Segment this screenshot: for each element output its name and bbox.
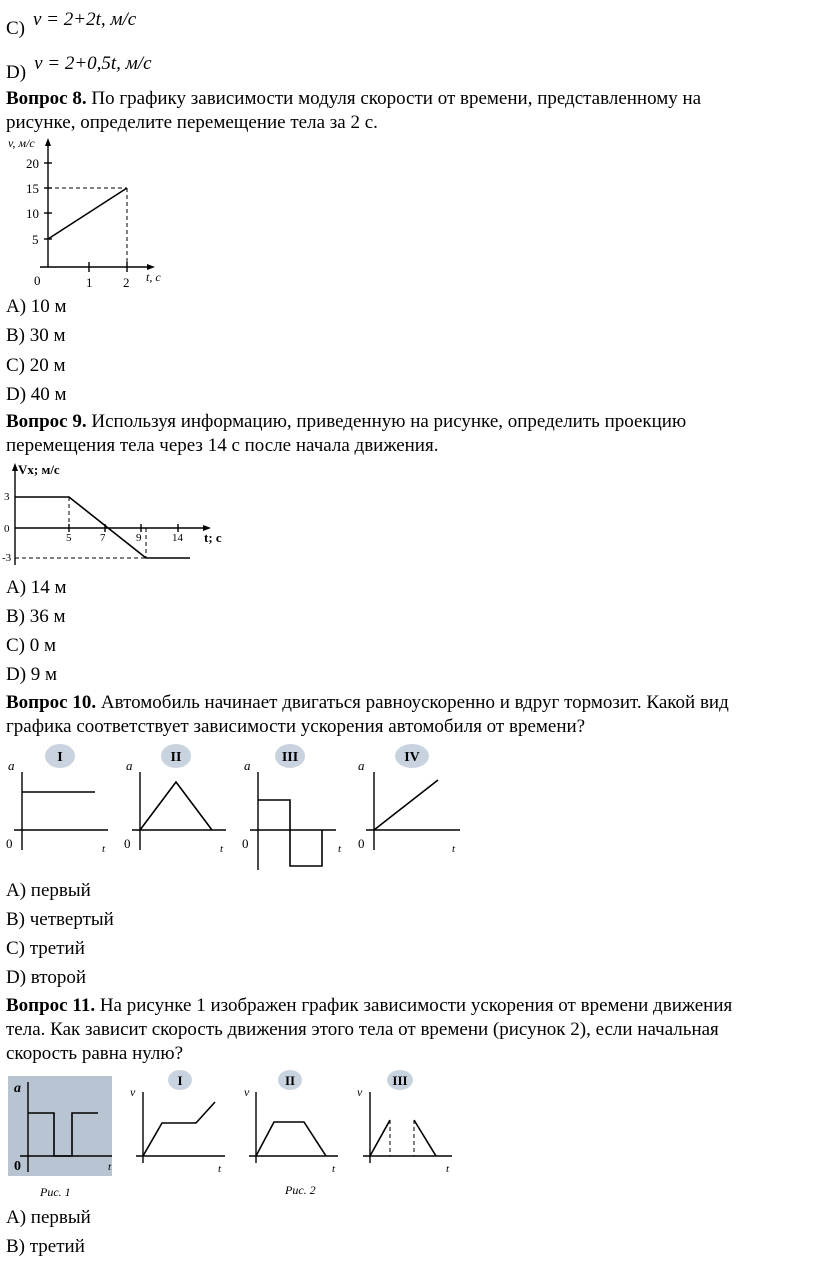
q11-fig2-graph-2 <box>244 1070 338 1197</box>
q8-text1: По графику зависимости модуля скорости от времени, представленному на <box>86 88 702 109</box>
q11-roman-3: III <box>392 1073 408 1088</box>
q11-text-line3 <box>6 1043 183 1065</box>
q11-text2: тела. Как зависит скорость движения этого тела от времени (рисунок 2), если начальная <box>6 1019 719 1040</box>
q10-graph-1 <box>6 744 108 855</box>
q8-xtick-label: 2 <box>123 275 130 290</box>
option-d-formula: v = 2+0,5t, м/с <box>34 53 152 74</box>
q9-ytick-label: 3 <box>4 491 10 503</box>
q10-text2: графика соответствует зависимости ускорения автомобиля от времени? <box>6 716 586 737</box>
q11-label: Вопрос 11. <box>6 995 96 1016</box>
q9-text1: Используя информацию, приведенную на рисунке, определить проекцию <box>86 411 687 432</box>
option-c-row <box>6 9 137 40</box>
q8-text-line1 <box>6 88 701 110</box>
q9-answer-d[interactable]: D) 9 м <box>6 664 58 685</box>
q11-fig2-xlabel-3: t <box>446 1163 450 1175</box>
q8-label: Вопрос 8. <box>6 88 87 109</box>
q11-fig2-xlabel-1: t <box>218 1163 222 1175</box>
q11-fig2-xlabel-2: t <box>332 1163 336 1175</box>
q9-ytick-label: -3 <box>2 552 12 564</box>
q9-ytick-label: 0 <box>4 523 10 535</box>
q10-ylabel-3: a <box>244 758 251 773</box>
q11-fig1-background <box>8 1076 112 1176</box>
q10-origin-4: 0 <box>358 836 365 851</box>
q9-answer-c[interactable]: C) 0 м <box>6 635 57 656</box>
q10-roman-3: III <box>281 750 299 765</box>
q8-ylabel: v, м/с <box>8 136 35 150</box>
q11-text-line1 <box>6 995 732 1017</box>
q9-text-line2 <box>6 435 438 457</box>
q9-text-line1 <box>6 411 686 433</box>
q10-ylabel-4: a <box>358 758 365 773</box>
q11-answer-a[interactable]: A) первый <box>6 1207 91 1228</box>
q8-graph <box>0 135 180 295</box>
q10-graphs <box>0 742 480 874</box>
q10-plot-3 <box>258 800 322 866</box>
q10-graph-3 <box>242 744 342 870</box>
q10-answer-a[interactable]: A) первый <box>6 880 91 901</box>
option-d-letter: D) <box>6 62 27 83</box>
q11-fig1-origin: 0 <box>14 1159 21 1174</box>
q10-xlabel-3: t <box>338 843 342 855</box>
q10-roman-1: I <box>57 750 63 765</box>
q10-origin-3: 0 <box>242 836 249 851</box>
q11-fig2-plot-2 <box>256 1122 326 1156</box>
q9-xtick-label: 14 <box>172 532 183 544</box>
q11-graphs <box>0 1068 480 1203</box>
q11-text1: На рисунке 1 изображен график зависимости ускорения от времени движения <box>95 995 733 1016</box>
q9-answer-b[interactable]: B) 36 м <box>6 606 66 627</box>
q10-text-line1 <box>6 692 729 714</box>
q9-answer-a[interactable]: A) 14 м <box>6 577 67 598</box>
q11-fig1-caption: Рис. 1 <box>40 1185 71 1199</box>
q11-fig1-ylabel: a <box>14 1081 21 1096</box>
q8-xlabel: t, с <box>146 270 161 284</box>
q11-roman-1: I <box>177 1073 183 1088</box>
q8-ytick-label: 5 <box>32 232 39 247</box>
q10-origin-1: 0 <box>6 836 13 851</box>
q11-answer-b[interactable]: B) третий <box>6 1236 85 1257</box>
q8-velocity-line <box>48 188 127 239</box>
q9-ylabel: Vx; м/с <box>18 462 60 477</box>
q11-fig2-plot-1 <box>143 1102 215 1156</box>
q10-text1: Автомобиль начинает двигаться равноускоренно и вдруг тормозит. Какой вид <box>96 692 729 713</box>
q8-text-line2 <box>6 112 378 134</box>
q8-xtick-label: 1 <box>86 275 93 290</box>
q10-answer-c[interactable]: C) третий <box>6 938 85 959</box>
q8-xtick-label: 0 <box>34 273 41 288</box>
q11-fig2-plot-3a <box>370 1120 390 1156</box>
q8-answer-a[interactable]: A) 10 м <box>6 296 67 317</box>
q8-text2: рисунке, определите перемещение тела за 2 с. <box>6 112 378 133</box>
q10-label: Вопрос 10. <box>6 692 97 713</box>
q8-ytick-label: 20 <box>26 156 39 171</box>
q10-xlabel-4: t <box>452 843 456 855</box>
q8-y-arrow <box>45 138 51 146</box>
q10-text-line2 <box>6 716 585 738</box>
q10-xlabel-2: t <box>220 843 224 855</box>
q10-origin-2: 0 <box>124 836 131 851</box>
q10-answer-b[interactable]: B) четвертый <box>6 909 114 930</box>
q11-roman-2: II <box>284 1073 296 1088</box>
q11-fig2-caption: Рис. 2 <box>285 1183 316 1197</box>
q10-graph-4 <box>358 744 460 855</box>
option-c-letter: C) <box>6 18 25 39</box>
q9-label: Вопрос 9. <box>6 411 87 432</box>
q8-answer-b[interactable]: B) 30 м <box>6 325 66 346</box>
q8-answer-c[interactable]: C) 20 м <box>6 355 66 376</box>
q11-fig1-xlabel: t <box>108 1161 112 1173</box>
q8-ytick-label: 10 <box>26 206 39 221</box>
q10-ylabel-1: a <box>8 758 15 773</box>
q9-xlabel: t; с <box>204 530 222 545</box>
q11-fig2-graph-3 <box>357 1070 452 1175</box>
q9-xtick-label: 5 <box>66 532 72 544</box>
option-d-row <box>6 53 152 84</box>
q9-xtick-label: 7 <box>100 532 106 544</box>
q10-plot-2 <box>140 782 212 830</box>
q11-fig2-ylabel-2: v <box>244 1085 250 1099</box>
q10-roman-2: II <box>170 750 182 765</box>
q10-xlabel-1: t <box>102 843 106 855</box>
q9-graph <box>0 460 240 570</box>
q10-plot-4 <box>374 780 438 830</box>
q10-ylabel-2: a <box>126 758 133 773</box>
q10-graph-2 <box>124 744 226 855</box>
q11-fig2-ylabel-3: v <box>357 1085 363 1099</box>
q11-fig1 <box>8 1076 112 1199</box>
q8-answer-d[interactable]: D) 40 м <box>6 384 67 405</box>
q8-ytick-label: 15 <box>26 181 39 196</box>
q11-fig2-plot-3b <box>414 1120 436 1156</box>
q9-xtick-label: 9 <box>136 532 142 544</box>
q11-text3: скорость равна нулю? <box>6 1043 184 1064</box>
q10-answer-d[interactable]: D) второй <box>6 967 87 988</box>
q11-fig2-ylabel-1: v <box>130 1085 136 1099</box>
q9-text2: перемещения тела через 14 с после начала движения. <box>6 435 439 456</box>
option-c-formula: v = 2+2t, м/с <box>33 9 137 30</box>
q11-fig2-graph-1 <box>130 1070 225 1175</box>
q11-text-line2 <box>6 1019 719 1041</box>
q10-roman-4: IV <box>404 750 420 765</box>
